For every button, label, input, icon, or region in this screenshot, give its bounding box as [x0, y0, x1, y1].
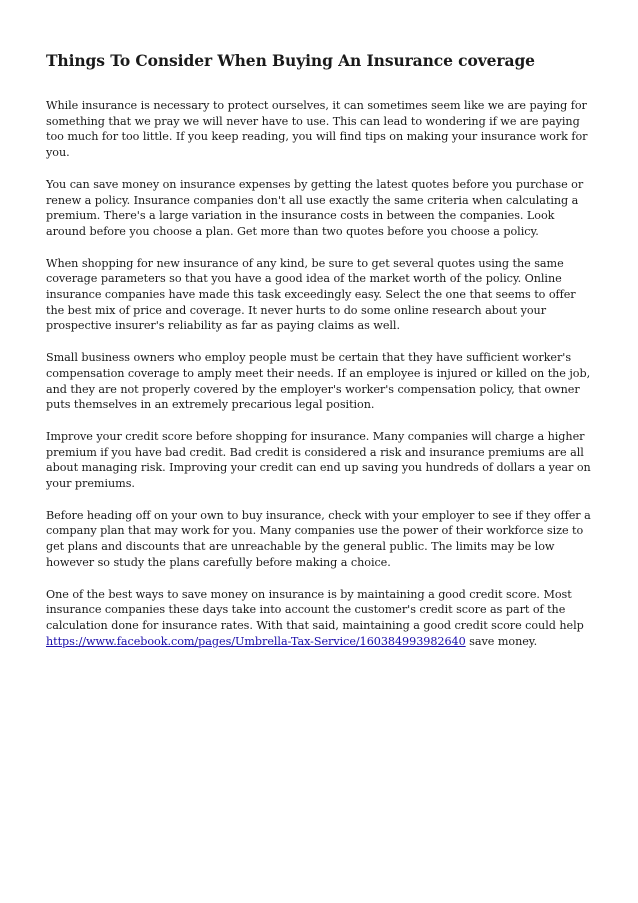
paragraph-3: When shopping for new insurance of any kind, be sure to get several quotes using the same coverage parameters so that you have a good idea of the market worth of the policy. Online insurance companies have made this task exceedingly easy. Select the one that seems to offer the best mix of price and coverage. It never hurts to do some online research about your prospective insurer's reliability as far as paying claims as well. — [46, 256, 576, 333]
paragraph-7 — [46, 587, 594, 650]
paragraph-6: Before heading off on your own to buy insurance, check with your employer to see if they offer a company plan that may work for you. Many companies use the power of their workforce size to get plans and discounts that are unreachable by the general public. The limits may be low however so study the plans carefully before making a choice. — [46, 508, 591, 569]
paragraph-7-text-after: save money. — [465, 634, 538, 648]
paragraph-7-text-before: One of the best ways to save money on insurance is by maintaining a good credit score. Most insurance companies these days take into account the customer's credit score as part of the calculation done for insurance rates. With that said, maintaining a good credit score could help — [46, 587, 584, 632]
paragraph-5: Improve your credit score before shopping for insurance. Many companies will charge a higher premium if you have bad credit. Bad credit is considered a risk and insurance premiums are all about managing risk. Improving your credit can end up saving you hundreds of dollars a year on your premiums. — [46, 429, 591, 491]
document-title: Things To Consider When Buying An Insurance coverage — [46, 51, 535, 70]
paragraph-1: While insurance is necessary to protect ourselves, it can sometimes seem like we are paying for something that we pray we will never have to use. This can lead to wondering if we are paying too much for too little. If you keep reading, you will find tips on making your insurance work for you. — [46, 99, 588, 160]
facebook-link[interactable]: https://www.facebook.com/pages/Umbrella-Tax-Service/160384993982640 — [46, 634, 466, 648]
document-page — [46, 50, 594, 665]
paragraph-2: You can save money on insurance expenses by getting the latest quotes before you purchase or renew a policy. Insurance companies don't all use exactly the same criteria when calculating a premium. There's a large variation in the insurance costs in between the companies. Look around before you choose a plan. Get more than two quotes before you choose a policy. — [46, 177, 584, 238]
paragraph-4: Small business owners who employ people must be certain that they have sufficient worker's compensation coverage to amply meet their needs. If an employee is injured or killed on the job, and they are not properly covered by the employer's worker's compensation policy, that owner puts themselves in an extremely precarious legal position. — [46, 351, 591, 412]
